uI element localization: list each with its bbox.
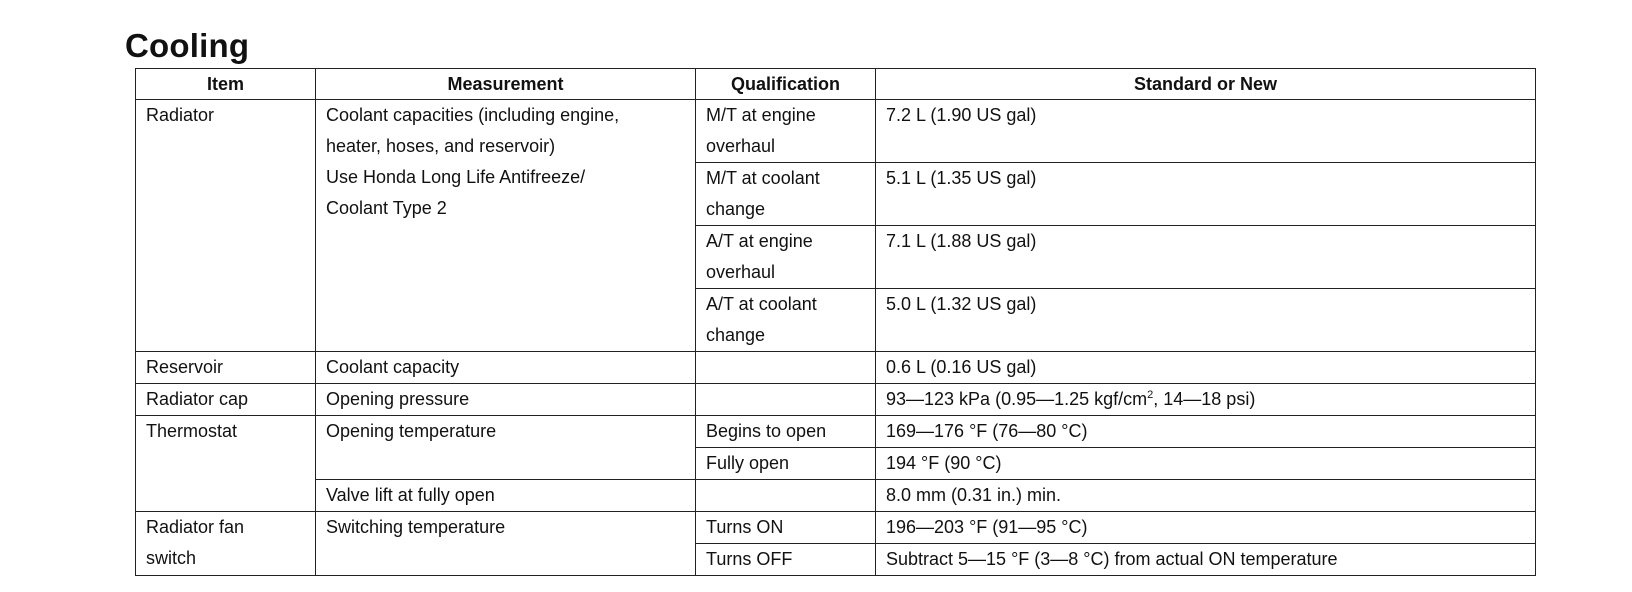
measurement-line: heater, hoses, and reservoir) [326,136,556,156]
measurement-line: Use Honda Long Life Antifreeze/ [326,167,586,187]
qualification-line: M/T at engine [706,105,816,125]
qualification-cell: Turns OFF [696,544,876,576]
standard-cell: 194 °F (90 °C) [876,448,1536,480]
qualification-cell [696,384,876,416]
standard-cell [876,384,1536,416]
table-header-row [136,69,1536,100]
qualification-line: overhaul [706,262,776,282]
table-row [136,352,1536,384]
radiator-item-cell: Radiator [136,100,316,352]
table-row [136,416,1536,448]
fan-switch-item-cell [136,512,316,576]
qualification-cell: Turns ON [696,512,876,544]
column-header-qualification: Qualification [696,69,876,100]
qualification-cell: Begins to open [696,416,876,448]
qualification-cell [696,352,876,384]
radiator-cap-item-cell: Radiator cap [136,384,316,416]
measurement-line: Coolant Type 2 [326,198,447,218]
measurement-cell: Switching temperature [316,512,696,576]
standard-cell: 0.6 L (0.16 US gal) [876,352,1536,384]
item-line: Radiator fan [146,517,245,537]
measurement-line: Coolant capacities (including engine, [326,105,620,125]
qualification-cell [696,100,876,163]
table-row [136,384,1536,416]
column-header-measurement: Measurement [316,69,696,100]
qualification-line: change [706,325,766,345]
column-header-item: Item [136,69,316,100]
table-row [136,100,1536,163]
measurement-cell: Opening temperature [316,416,696,480]
reservoir-item-cell: Reservoir [136,352,316,384]
measurement-cell: Valve lift at fully open [316,480,696,512]
superscript: 2 [1147,389,1154,401]
standard-cell: 8.0 mm (0.31 in.) min. [876,480,1536,512]
page-title: Cooling [125,27,250,64]
measurement-cell: Coolant capacity [316,352,696,384]
item-line: switch [146,548,197,568]
standard-cell: 196—203 °F (91—95 °C) [876,512,1536,544]
table-row [136,480,1536,512]
qualification-cell [696,163,876,226]
qualification-line: A/T at engine [706,231,813,251]
standard-cell: 7.2 L (1.90 US gal) [876,100,1536,163]
measurement-cell: Opening pressure [316,384,696,416]
standard-text: , 14—18 psi) [1153,389,1256,409]
qualification-line: M/T at coolant [706,168,820,188]
qualification-line: A/T at coolant [706,294,817,314]
standard-cell: 5.0 L (1.32 US gal) [876,289,1536,352]
qualification-cell [696,226,876,289]
standard-cell: Subtract 5—15 °F (3—8 °C) from actual ON temperature [876,544,1536,576]
radiator-measurement-cell [316,100,696,352]
thermostat-item-cell: Thermostat [136,416,316,512]
standard-cell: 169—176 °F (76—80 °C) [876,416,1536,448]
standard-cell: 7.1 L (1.88 US gal) [876,226,1536,289]
cooling-spec-table [135,68,1536,576]
standard-cell: 5.1 L (1.35 US gal) [876,163,1536,226]
qualification-cell [696,289,876,352]
standard-text: 93—123 kPa (0.95—1.25 kgf/cm [886,389,1148,409]
table-row [136,512,1536,544]
qualification-cell [696,480,876,512]
qualification-line: overhaul [706,136,776,156]
qualification-cell: Fully open [696,448,876,480]
column-header-standard: Standard or New [876,69,1536,100]
qualification-line: change [706,199,766,219]
